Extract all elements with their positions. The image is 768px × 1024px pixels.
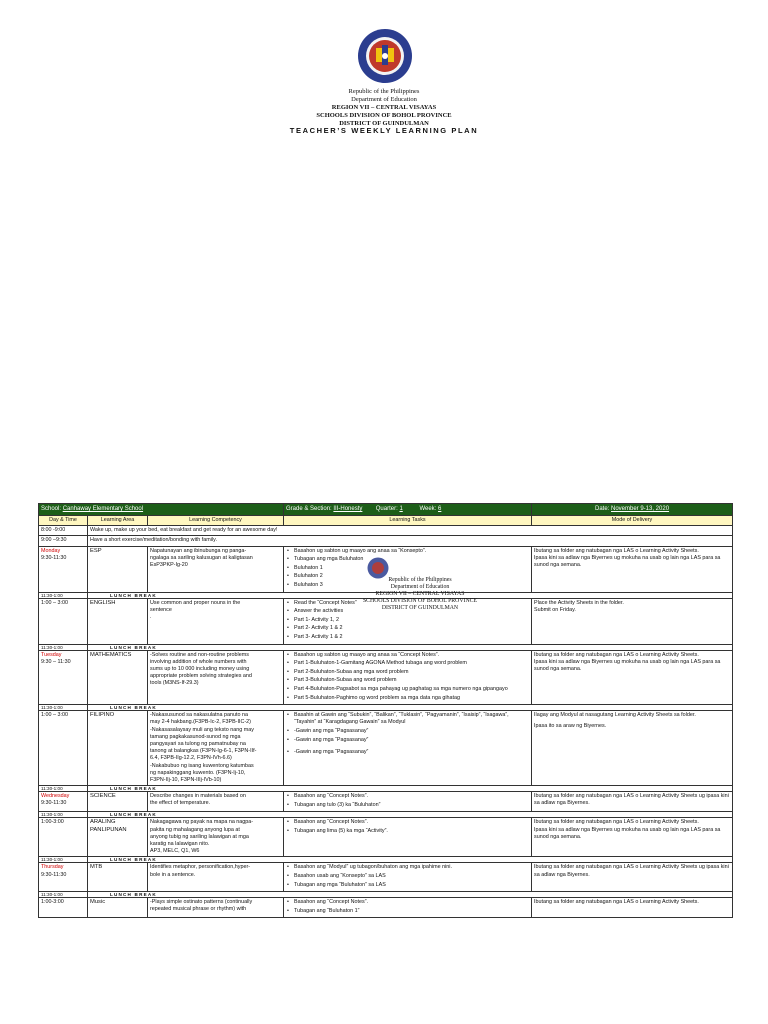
overlay-line5: DISTRICT OF GUINDULMAN	[381, 605, 459, 611]
routine-row	[39, 526, 733, 536]
task-item: • -Gawin ang mga “Pagsasanay”	[286, 737, 529, 744]
competency-line: Nakagagawa ng payak na mapa na nagpa-	[150, 819, 254, 826]
letterhead	[0, 88, 768, 128]
mode-of-delivery-cell	[532, 818, 733, 857]
task-item: • Basahon ang “Modyul” ug tubagon/buhaton ang mga ipahime nini.	[286, 864, 529, 871]
info-row	[39, 504, 733, 516]
learning-tasks-cell	[284, 863, 532, 892]
competency-cell	[148, 598, 284, 644]
learning-tasks-cell	[284, 546, 532, 592]
task-item: • Basahon usab ang “Konsepto” sa LAS	[286, 873, 529, 880]
lunch-label: LUNCH BREAK	[110, 857, 157, 863]
schedule-row	[39, 598, 733, 644]
routine-time: 8:00 -9:00	[39, 526, 88, 536]
mode-of-delivery-cell	[532, 650, 733, 705]
learning-area-cell	[88, 792, 148, 812]
competency-line: tools (M3NS-If-29.3)	[150, 680, 199, 687]
quarter-label: Quarter:	[375, 505, 398, 512]
deped-seal-icon	[357, 28, 413, 84]
time-label: 1:00-3:00	[41, 899, 64, 906]
day-time-cell	[39, 650, 88, 705]
mode-of-delivery-cell	[532, 711, 733, 786]
day-time-cell	[39, 863, 88, 892]
task-item: • Tubagan ang mga “Buluhaton” sa LAS	[286, 882, 529, 889]
routine-time: 9:00 –9:30	[39, 536, 88, 546]
learning-area-label: MATHEMATICS	[90, 651, 132, 658]
learning-area-label: FILIPINO	[90, 712, 115, 719]
task-list	[286, 899, 529, 915]
mode-of-delivery-cell	[532, 598, 733, 644]
task-item: • -Gawin ang mga “Pagsasanay”	[286, 728, 529, 735]
learning-area-cell	[88, 711, 148, 786]
letterhead-line1: Republic of the Philippines	[348, 88, 420, 95]
school-value: Canhaway Elementary School	[62, 505, 144, 512]
learning-tasks-cell	[284, 792, 532, 812]
competency-cell	[148, 546, 284, 592]
task-item: • Basahon ug sabton ug maayo ang anaa sa “Konsepto”.	[286, 548, 529, 555]
schedule-row	[39, 650, 733, 705]
learning-area-label: Music	[90, 899, 106, 906]
grade-value: III-Honesty	[333, 505, 363, 512]
learning-area-label: ESP	[90, 547, 102, 554]
competency-line: ngalaga sa sariling kalusugan at kaligtasan	[150, 554, 253, 561]
learning-area-cell	[88, 898, 148, 918]
day-time-cell	[39, 711, 88, 786]
day-time-cell	[39, 818, 88, 857]
time-label: 1:00-3:00	[41, 819, 64, 826]
task-item: • Basahon ug sabton ug maayo ang anaa sa “Concept Notes”.	[286, 652, 529, 659]
task-item: • Buluhaton 1	[286, 565, 529, 572]
learning-area-label: MTB	[90, 864, 103, 871]
task-item: • Answer the activities	[286, 608, 529, 615]
task-list	[286, 548, 529, 590]
delivery-line: Ibutang sa folder ang natubagan nga LAS o Learning Activity Sheets.	[534, 547, 699, 554]
learning-tasks-cell	[284, 818, 532, 857]
competency-line: EsP3PKP-Ig-20	[150, 562, 188, 569]
learning-tasks-cell	[284, 650, 532, 705]
column-header-row	[39, 516, 733, 526]
delivery-line: Submit on Friday.	[534, 606, 576, 613]
school-cell	[39, 504, 284, 516]
competency-line: sentence	[150, 606, 172, 613]
task-list	[286, 600, 529, 642]
learning-area-label: ENGLISH	[90, 599, 116, 606]
competency-line: .	[150, 613, 152, 620]
lunch-label: LUNCH BREAK	[110, 812, 157, 818]
learning-area-cell	[88, 818, 148, 857]
task-item: • Tubagan ang lima (5) ka mga “Activity”.	[286, 828, 529, 835]
task-list	[286, 712, 529, 756]
time-label: 9:30 – 11:30	[41, 658, 71, 665]
page-title: TEACHER’S WEEKLY LEARNING PLAN	[289, 126, 479, 135]
learning-area-cell	[88, 863, 148, 892]
learning-tasks-cell	[284, 898, 532, 918]
delivery-line: Ipasa kini sa adlaw nga Biyernes ug mokuha na usab og lain nga LAS para sa sunod nga semana.	[534, 658, 721, 672]
learning-area-label: SCIENCE	[90, 793, 116, 800]
competency-line: bole in a sentence.	[150, 871, 196, 878]
grade-label: Grade & Section:	[286, 505, 332, 512]
weekly-plan-table	[38, 503, 733, 918]
lunch-label: LUNCH BREAK	[110, 592, 157, 598]
task-item: • Tubagan ang mga Buluhaton	[286, 556, 529, 563]
week-value: 6	[438, 505, 442, 512]
school-label: School:	[41, 505, 62, 512]
task-item: • Basahon ang “Concept Notes”.	[286, 899, 529, 906]
lunch-time: 11:30-1:00	[39, 857, 88, 863]
competency-line: F3PN-IIj-10, F3PN-IIIj-IVb-10)	[150, 776, 222, 783]
competency-line: karatig na lalawigan nito.	[150, 840, 210, 847]
competency-cell	[148, 792, 284, 812]
competency-line: ng napakinggang kuwento. (F3PN-Ij-10,	[150, 769, 246, 776]
learning-area-label: ARALING PANLIPUNAN	[90, 819, 127, 833]
task-item: • Buluhaton 2	[286, 573, 529, 580]
lunch-label: LUNCH BREAK	[110, 892, 157, 898]
competency-line: Identifies metaphor, personification,hyper-	[150, 864, 251, 871]
date-value: November 9-13, 2020	[611, 505, 670, 512]
task-item: • Part 3-Buluhaton-Subaa ang word problem	[286, 677, 529, 684]
time-label: 1:00 – 3:00	[41, 712, 68, 719]
day-label: Thursday	[41, 864, 64, 871]
competency-line: repeated musical phrase or rhythm) with	[150, 906, 247, 913]
delivery-line: Ipasa ito sa araw ng Biyernes.	[534, 723, 607, 730]
task-item: • Basahin at Gawin ang “Subukin”, “Balikan”, “Tuklasin”, “Pagyamanin”, “Isaisip”, “Isagawa”, “Tayahin” at “Karagdagang Gawain” sa Modyul	[286, 712, 529, 726]
mode-of-delivery-cell	[532, 863, 733, 892]
lunch-label: LUNCH BREAK	[110, 705, 157, 711]
lunch-time: 11:30-1:00	[39, 644, 88, 650]
delivery-line: Ibutang sa folder ang natubagan nga LAS o Learning Activity Sheets ug ipasa kini sa adlaw nga Biyernes.	[534, 793, 729, 807]
competency-line: anyong tubig ng sariling lalawigan at mga	[150, 833, 249, 840]
schedule-row	[39, 546, 733, 592]
competency-line: -Plays simple ostinato patterns (continually	[150, 899, 253, 906]
competency-line: tanong at balangkas (F3PN-Ig-6-1, F3PN-IIf-	[150, 748, 257, 755]
lunch-time: 11:30-1:00	[39, 592, 88, 598]
quarter-value: 1	[399, 505, 403, 512]
schedule-row	[39, 898, 733, 918]
day-label: Wednesday	[41, 793, 70, 800]
mode-of-delivery-cell	[532, 546, 733, 592]
task-item: • Basahon ang “Concept Notes”.	[286, 819, 529, 826]
competency-line: pakita ng mahalagang anyong lupa at	[150, 826, 240, 833]
learning-tasks-cell	[284, 711, 532, 786]
week-label: Week:	[419, 505, 437, 512]
delivery-line: Place the Activity Sheets in the folder.	[534, 599, 624, 606]
competency-line: sums up to 10 000 including money using	[150, 665, 250, 672]
day-time-cell	[39, 546, 88, 592]
task-item: • Basahon ang “Concept Notes”.	[286, 793, 529, 800]
col-learning-area: Learning Area	[88, 516, 148, 526]
time-label: 9:30-11:30	[41, 871, 67, 878]
mode-of-delivery-cell	[532, 792, 733, 812]
col-learning-tasks: Learning Tasks	[284, 516, 532, 526]
task-item: • Part 2- Activity 1 & 2	[286, 625, 529, 632]
time-label: 9:30-11:30	[41, 554, 67, 561]
task-item: • Part 1- Activity 1, 2	[286, 617, 529, 624]
delivery-line: Ilagay ang Modyul at nasagutang Learning Activity Sheets sa folder.	[534, 712, 696, 719]
competency-line: may 2-4 hakbang.(F3PB-Ic-2, F3PB-IIC-2)	[150, 719, 251, 726]
schedule-row	[39, 711, 733, 786]
time-label: 9:30-11:30	[41, 800, 67, 807]
letterhead-line4: SCHOOLS DIVISION OF BOHOL PROVINCE	[316, 112, 452, 119]
time-label: 1:00 – 3:00	[41, 599, 68, 606]
delivery-line: Ibutang sa folder ang natubagan nga LAS o Learning Activity Sheets.	[534, 651, 699, 658]
delivery-line: Ipasa kini sa adlaw nga Biyernes ug mokuha na usab og lain nga LAS para sa sunod nga semana.	[534, 554, 721, 569]
col-competency: Learning Competency	[148, 516, 284, 526]
competency-line: Napatunayan ang ibinubunga ng panga-	[150, 547, 247, 554]
task-item: • Part 3- Activity 1 & 2	[286, 634, 529, 641]
schedule-row	[39, 863, 733, 892]
delivery-line: Ibutang sa folder ang natubagan nga LAS o Learning Activity Sheets.	[534, 819, 699, 826]
competency-cell	[148, 898, 284, 918]
letterhead-line2: Department of Education	[351, 96, 417, 103]
task-item: • Part 4-Buluhaton-Pagsabot sa mga pahayag ug paghatag sa mga numero nga gipangayo	[286, 686, 529, 693]
competency-line: -Nakasasalaysay muli ang teksto nang may	[150, 726, 254, 733]
task-list	[286, 819, 529, 835]
routine-row	[39, 536, 733, 546]
learning-area-cell	[88, 598, 148, 644]
competency-line: appropriate problem solving strategies and	[150, 673, 252, 680]
lunch-time: 11:30-1:00	[39, 786, 88, 792]
lunch-label: LUNCH BREAK	[110, 786, 157, 792]
task-item: • -Gawin ang mga “Pagsasanay”	[286, 749, 529, 756]
competency-line: tamang pagkakasunod-sunod ng mga	[150, 733, 241, 740]
task-item: • Read the “Concept Notes”	[286, 600, 529, 607]
grade-quarter-week-cell	[284, 504, 532, 516]
delivery-line: Ibutang sa folder ang natubagan nga LAS o Learning Activity Sheets ug ipasa kini sa adlaw nga Biyernes.	[534, 864, 729, 878]
day-label: Tuesday	[41, 651, 62, 658]
task-item: • Part 5-Buluhaton-Paghimo og word problem sa mga data nga gihatag	[286, 695, 529, 702]
day-time-cell	[39, 898, 88, 918]
learning-tasks-cell	[284, 598, 532, 644]
competency-line: involving addition of whole numbers with	[150, 658, 247, 665]
schedule-body	[39, 546, 733, 918]
competency-line: the effect of temperature.	[150, 800, 211, 807]
task-list	[286, 864, 529, 888]
overlay-line1: Republic of the Philippines	[388, 577, 452, 583]
task-list	[286, 793, 529, 809]
competency-cell	[148, 818, 284, 857]
mode-of-delivery-cell	[532, 898, 733, 918]
overlay-line2: Department of Education	[390, 584, 450, 590]
schedule-row	[39, 818, 733, 857]
col-day-time: Day & Time	[39, 516, 88, 526]
lunch-time: 11:30-1:00	[39, 812, 88, 818]
date-label: Date:	[594, 505, 610, 512]
competency-line: Use common and proper nouns in the	[150, 599, 241, 606]
day-time-cell	[39, 598, 88, 644]
task-item: • Buluhaton 3	[286, 582, 529, 589]
competency-line: pangyayari sa tulong ng pamatnubay na	[150, 740, 246, 747]
competency-line: -Solves routine and non-routine problems	[150, 651, 249, 658]
col-mode-of-delivery: Mode of Delivery	[532, 516, 733, 526]
overlay-line4: SCHOOLS DIVISION OF BOHOL PROVINCE	[362, 598, 478, 604]
day-time-cell	[39, 792, 88, 812]
task-list	[286, 652, 529, 702]
routine-text: Have a short exercise/meditation/bonding with family.	[88, 536, 733, 546]
task-item: • Tubagan ang tulo (3) ka “Buluhaton”	[286, 802, 529, 809]
letterhead-line5: DISTRICT OF GUINDULMAN	[339, 120, 429, 127]
letterhead-line3: REGION VII – CENTRAL VISAYAS	[331, 104, 437, 111]
competency-line: Describe changes in materials based on	[150, 793, 246, 800]
schedule-row	[39, 792, 733, 812]
overlay-line3: REGION VII – CENTRAL VISAYAS	[375, 591, 465, 597]
task-item: • Tubagan ang “Buluhaton 1”	[286, 908, 529, 915]
day-label: Monday	[41, 547, 61, 554]
routine-text: Wake up, make up your bed, eat breakfast and get ready for an awesome day!	[88, 526, 733, 536]
task-item: • Part 1-Buluhaton-1-Gamitang AGONA Method tubaga ang word problem	[286, 660, 529, 667]
lunch-time: 11:30-1:00	[39, 892, 88, 898]
competency-line: AP3, MELC, Q1, W6	[150, 848, 200, 855]
competency-cell	[148, 711, 284, 786]
delivery-line: Ibutang sa folder ang natubagan nga LAS o Learning Activity Sheets.	[534, 899, 699, 906]
learning-area-cell	[88, 546, 148, 592]
competency-cell	[148, 650, 284, 705]
competency-line: -Nakabubuo ng isang kuwentong katumbas	[150, 762, 254, 769]
delivery-line: Ipasa kini sa adlaw nga Biyernes ug mokuha na usab og lain nga LAS para sa sunod nga semana.	[534, 826, 721, 840]
lunch-label: LUNCH BREAK	[110, 644, 157, 650]
competency-cell	[148, 863, 284, 892]
competency-line: -Nakasusunod sa nakasulatna panuto na	[150, 712, 249, 719]
competency-line: 6.4, F3PB-IIg-12.2, F3PN-IVh-6.6)	[150, 755, 232, 762]
task-item: • Part 2-Buluhaton-Subaa ang mga word problem	[286, 669, 529, 676]
date-cell	[532, 504, 733, 516]
learning-area-cell	[88, 650, 148, 705]
lunch-time: 11:30-1:00	[39, 705, 88, 711]
